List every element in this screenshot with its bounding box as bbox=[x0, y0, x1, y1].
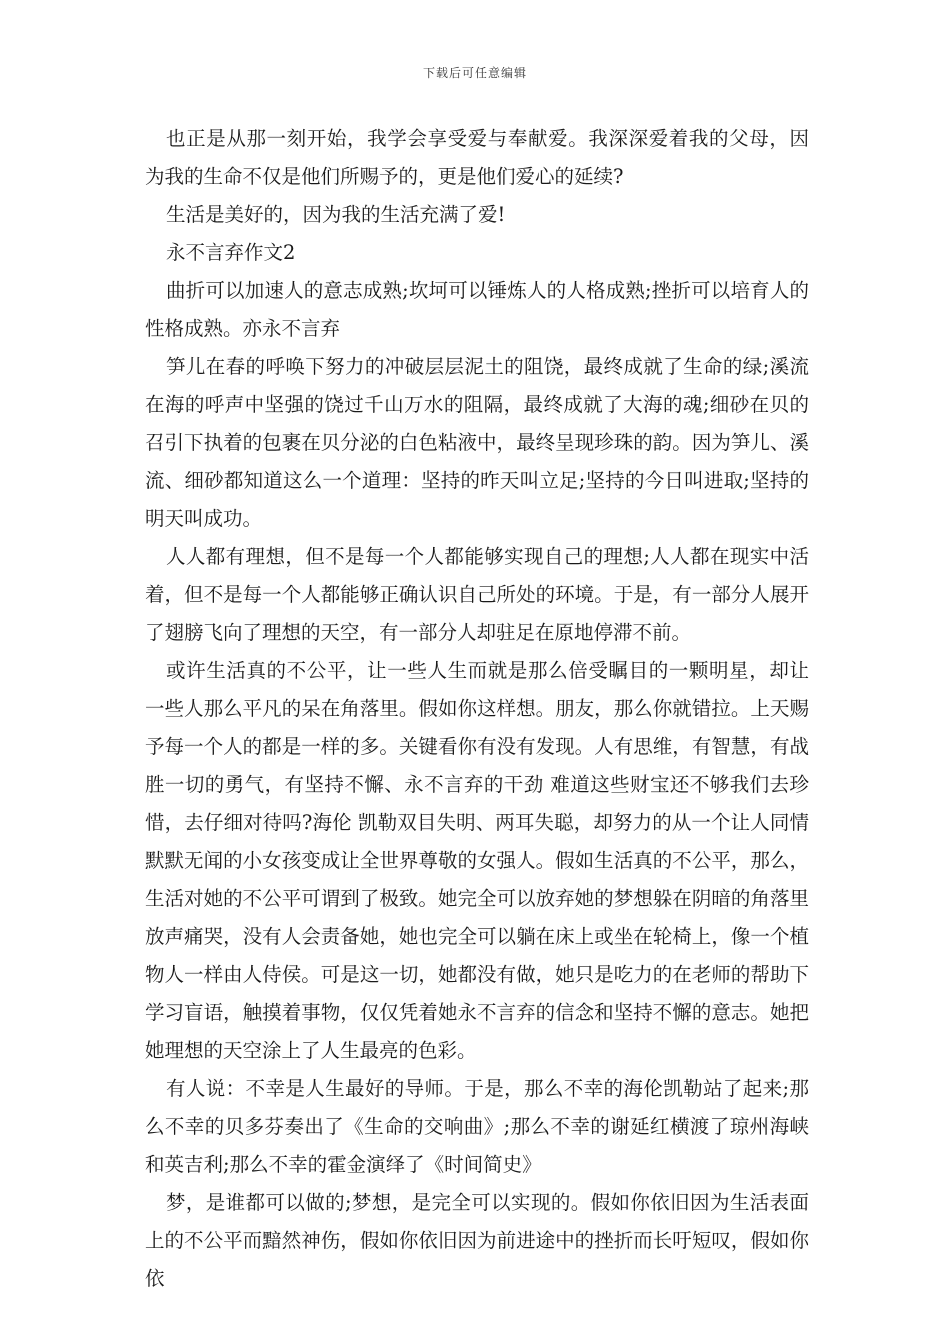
section-title: 永不言弃作文2 bbox=[166, 241, 296, 264]
paragraph: 也正是从那一刻开始，我学会享受爱与奉献爱。我深深爱着我的父母，因为我的生命不仅是他们所赐予的，更是他们爱心的延续? bbox=[145, 127, 809, 188]
paragraph: 或许生活真的不公平，让一些人生而就是那么倍受瞩目的一颗明星，却让一些人那么平凡的呆在角落里。假如你这样想。朋友，那么你就错拉。上天赐予每一个人的都是一样的多。关键看你有没有发现。人有思维，有智慧，有战胜一切的勇气，有坚持不懈、永不言弃的干劲 难道这些财宝还不够我们去珍惜，去仔细对待吗?海伦 凯勒双目失明、两耳失聪，却努力的从一个让人同情默默无闻的小女孩变成让全世界尊敬的女强人。假如生活真的不公平，那么，生活对她的不公平可谓到了极致。她完全可以放弃她的梦想躲在阴暗的角落里放声痛哭，没有人会责备她，她也完全可以躺在床上或坐在轮椅上，像一个植物人一样由人侍侯。可是这一切，她都没有做，她只是吃力的在老师的帮助下学习盲语，触摸着事物，仅仅凭着她永不言弃的信念和坚持不懈的意志。她把她理想的天空涂上了人生最亮的色彩。 bbox=[145, 659, 809, 1062]
paragraph: 人人都有理想，但不是每一个人都能够实现自己的理想;人人都在现实中活着，但不是每一个人都能够正确认识自己所处的环境。于是，有一部分人展开了翅膀飞向了理想的天空，有一部分人却驻足在原地停滞不前。 bbox=[145, 545, 809, 644]
page-header-note: 下载后可任意编辑 bbox=[422, 66, 527, 80]
document-body bbox=[145, 120, 809, 1298]
paragraph: 笋儿在春的呼唤下努力的冲破层层泥土的阻饶，最终成就了生命的绿;溪流在海的呼声中坚强的饶过千山万水的阻隔，最终成就了大海的魂;细砂在贝的召引下执着的包裹在贝分泌的白色粘液中，最终呈现珍珠的韵。因为笋儿、溪流、细砂都知道这么一个道理：坚持的昨天叫立足;坚持的今日叫进取;坚持的明天叫成功。 bbox=[145, 355, 809, 530]
paragraph: 梦，是谁都可以做的;梦想，是完全可以实现的。假如你依旧因为生活表面上的不公平而黯然神伤，假如你依旧因为前进途中的挫折而长吁短叹，假如你依 bbox=[145, 1191, 809, 1290]
paragraph: 生活是美好的，因为我的生活充满了爱! bbox=[166, 203, 506, 226]
paragraph: 有人说：不幸是人生最好的导师。于是，那么不幸的海伦凯勒站了起来;那么不幸的贝多芬奏出了《生命的交响曲》;那么不幸的谢延红横渡了琼州海峡和英吉利;那么不幸的霍金演绎了《时间简史》 bbox=[145, 1077, 809, 1176]
paragraph: 曲折可以加速人的意志成熟;坎坷可以锤炼人的人格成熟;挫折可以培育人的性格成熟。亦永不言弃 bbox=[145, 279, 809, 340]
